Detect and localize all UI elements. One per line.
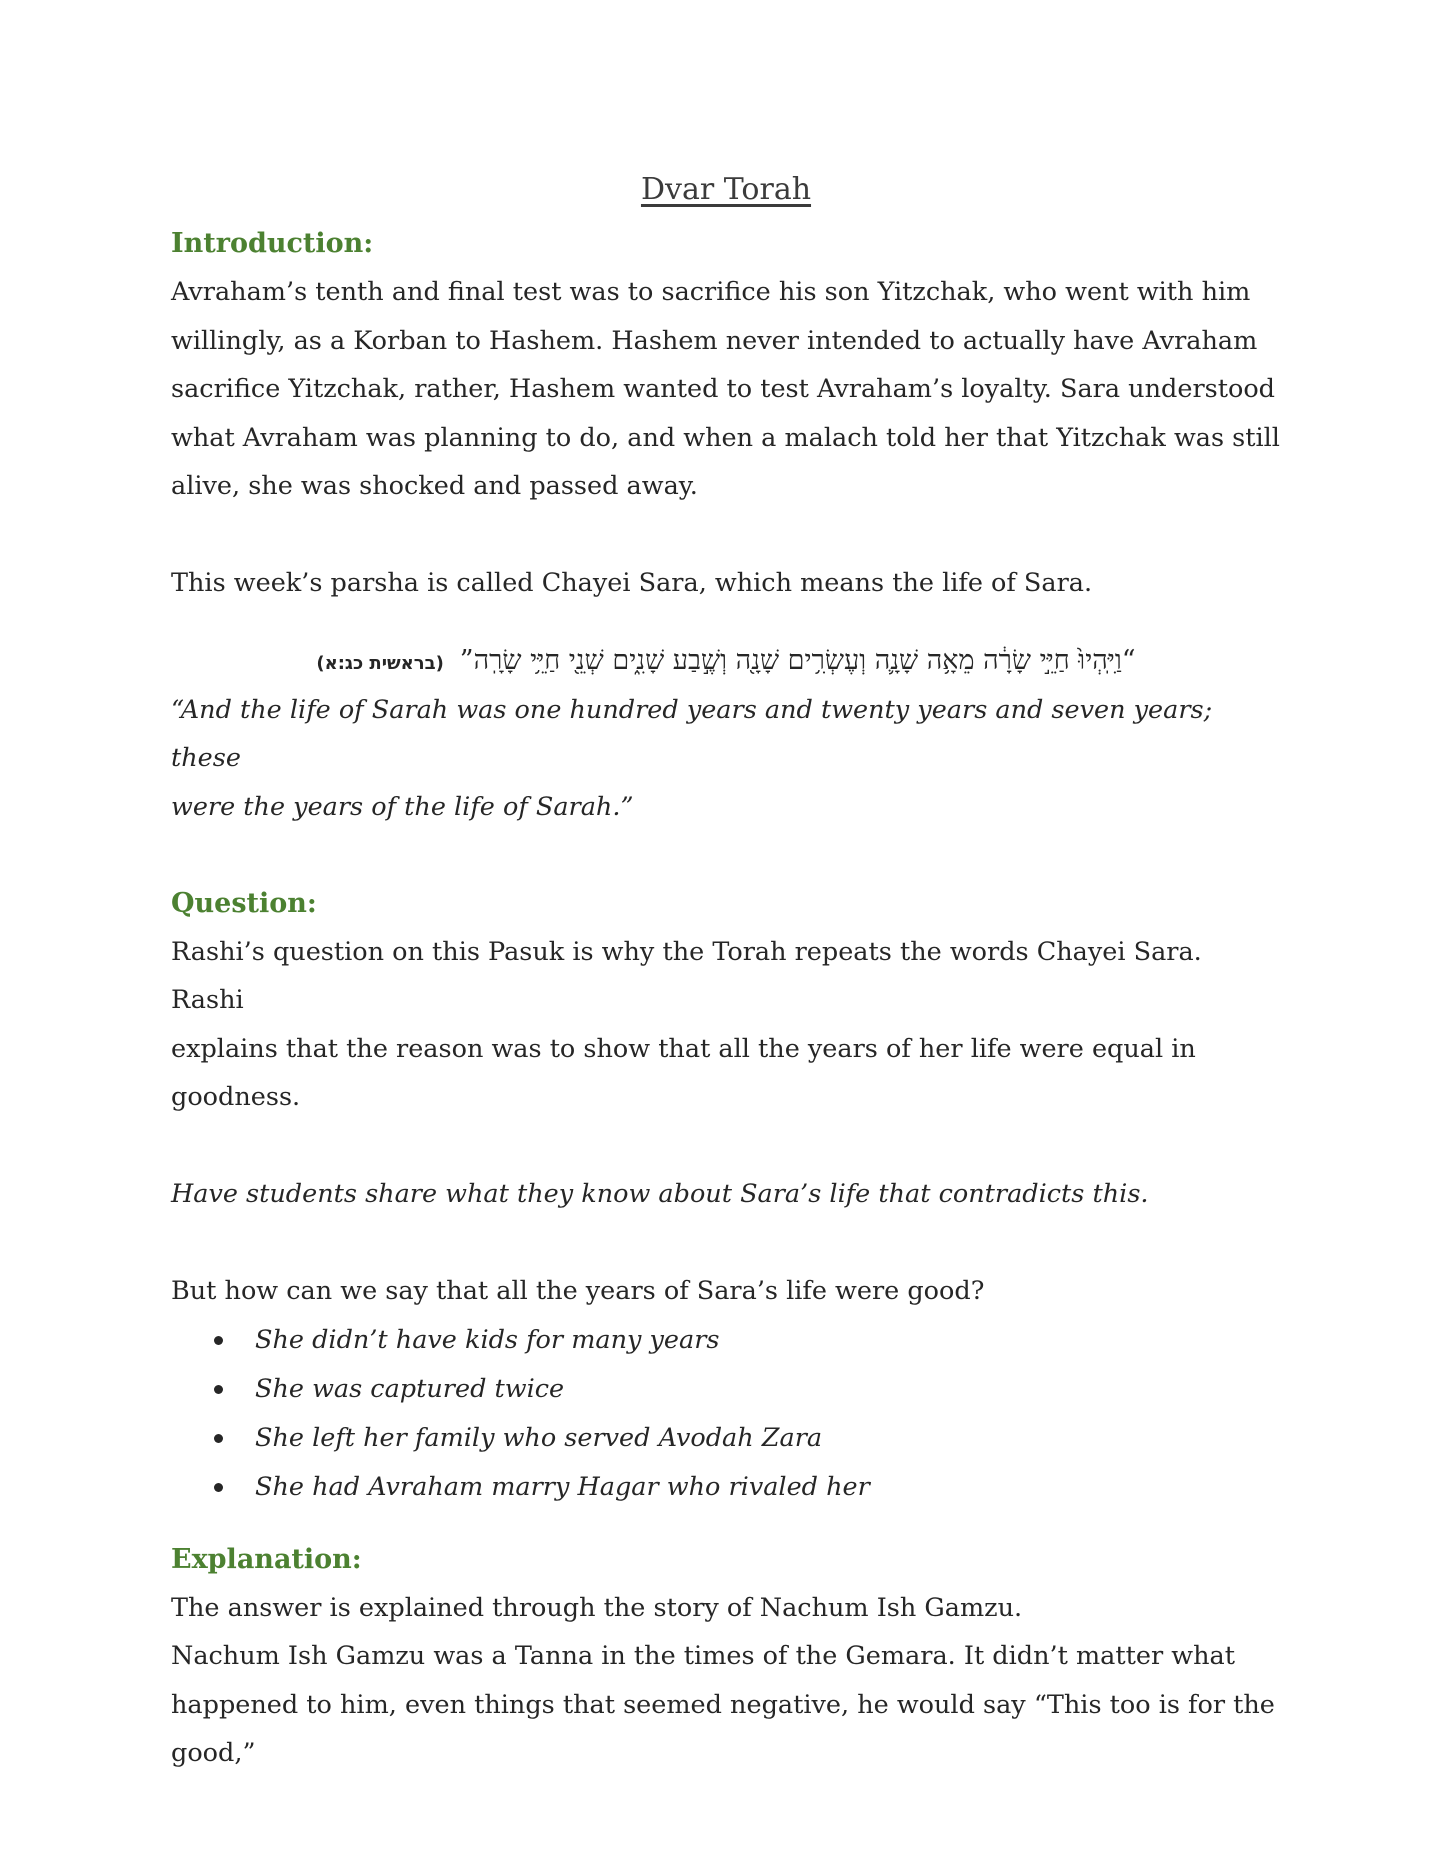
explanation-line: The answer is explained through the story of Nachum Ish Gamzu. xyxy=(171,1592,1023,1623)
introduction-line: willingly, as a Korban to Hashem. Hashem never intended to actually have Avraham xyxy=(171,325,1258,356)
introduction-line: sacrifice Yitzchak, rather, Hashem wanted to test Avraham’s loyalty. Sara understood xyxy=(171,374,1275,404)
spacer xyxy=(171,608,1281,632)
introduction-line: what Avraham was planning to do, and when a malach told her that Yitzchak was still xyxy=(171,422,1280,453)
question-prompt: But how can we say that all the years of Sara’s life were good? xyxy=(171,1276,985,1306)
introduction-heading: Introduction: xyxy=(171,228,374,259)
list-item xyxy=(171,1365,1281,1414)
question-heading: Question: xyxy=(171,887,317,919)
list-item-text: She didn’t have kids for many years xyxy=(255,1324,720,1355)
explanation-line: good,” xyxy=(171,1738,256,1768)
spacer xyxy=(171,511,1281,560)
list-item-text: She was captured twice xyxy=(255,1373,565,1404)
introduction-line: Avraham’s tenth and final test was to sacrifice his son Yitzchak, who went with him xyxy=(171,277,1251,307)
pasuk-hebrew-text: “וַיִּֽהְיוּ֙ חַיֵּ֣י שָׂרָ֔ה מֵאָ֥ה שָׁנָ֛ה וְעֶשְׂרִ֥ים שָׁנָ֖ה וְשֶׁ֣בַע שָׁנִ֑ים שְׁנֵ֖י חַיֵּ֥י שָׂרָֽה” xyxy=(459,644,1136,676)
hebrew-pasuk xyxy=(171,636,1281,686)
list-item-text: She had Avraham marry Hagar who rivaled her xyxy=(255,1471,870,1502)
list-item xyxy=(171,1316,1281,1365)
question-line: explains that the reason was to show that all the years of her life were equal in goodness. xyxy=(171,1033,1196,1112)
translation-line: “And the life of Sarah was one hundred years and twenty years and seven years; these xyxy=(171,694,1213,773)
spacer xyxy=(171,1122,1281,1171)
introduction-line: alive, she was shocked and passed away. xyxy=(171,471,698,501)
list-item xyxy=(171,1414,1281,1463)
introduction-paragraph xyxy=(171,268,1281,511)
explanation-line: happened to him, even things that seemed negative, he would say “This too is for the xyxy=(171,1689,1275,1720)
explanation-paragraph xyxy=(171,1584,1281,1778)
pasuk-translation xyxy=(171,686,1281,832)
question-paragraph xyxy=(171,928,1281,1122)
explanation-line: Nachum Ish Gamzu was a Tanna in the times of the Gemara. It didn’t matter what xyxy=(171,1641,1235,1671)
bullet-icon xyxy=(214,1483,223,1492)
list-item-text: She left her family who served Avodah Zara xyxy=(255,1422,823,1453)
document-page xyxy=(171,168,1281,1778)
parsha-line: This week’s parsha is called Chayei Sara, which means the life of Sara. xyxy=(171,568,1093,598)
translation-line: were the years of the life of Sarah.” xyxy=(171,791,634,822)
bullet-icon xyxy=(214,1434,223,1443)
teacher-instruction: Have students share what they know about Sara’s life that contradicts this. xyxy=(171,1179,1149,1209)
explanation-heading: Explanation: xyxy=(171,1543,362,1575)
pasuk-reference: (בראשית כג:א) xyxy=(316,652,444,674)
spacer xyxy=(171,1512,1281,1536)
spacer xyxy=(171,831,1281,880)
contradictions-list xyxy=(171,1316,1281,1512)
spacer xyxy=(171,1219,1281,1268)
question-line: Rashi’s question on this Pasuk is why the Torah repeats the words Chayei Sara. Rashi xyxy=(171,936,1202,1015)
list-item xyxy=(171,1463,1281,1512)
bullet-icon xyxy=(214,1336,223,1345)
bullet-icon xyxy=(214,1385,223,1394)
page-title: Dvar Torah xyxy=(640,172,812,207)
